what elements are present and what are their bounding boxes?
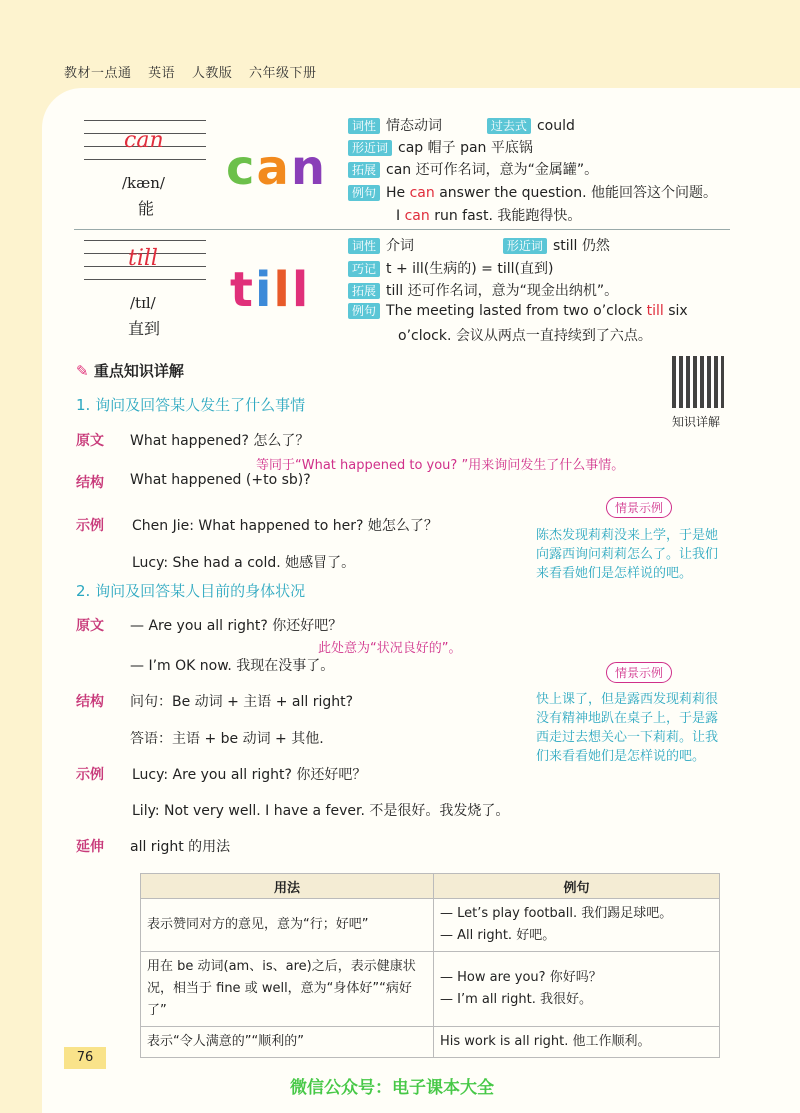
table-row: 表示赞同对方的意见，意为“行；好吧” — Let’s play football. 我们踢足球吧。 — All right. 好吧。 [141, 899, 720, 952]
word-meaning: 直到 [128, 319, 161, 338]
example-text: Chen Jie: What happened to her? 她怎么了？ [132, 518, 438, 534]
qr-label: 知识详解 [672, 415, 721, 429]
example-line: I can run fast. 我能跑得快。 [396, 208, 582, 224]
scene-note: 陈杰发现莉莉没来上学，于是她向露西询问莉莉怎么了。让我们来看看她们是怎样说的吧。 [536, 528, 719, 581]
book-title: 教材一点通 [64, 66, 132, 81]
note: 等同于“What happened to you? ”用来询问发生了什么事情。 [256, 458, 625, 473]
script-word: can [124, 128, 164, 153]
divider [74, 229, 730, 230]
subject: 英语 [148, 66, 176, 81]
example-line: o’clock. 会议从两点一直持续到了六点。 [398, 328, 652, 344]
entry-line: 巧记 t + ill(生病的) = till(直到) [348, 258, 553, 278]
entry-line: 词性 情态动词 过去式 could [348, 115, 575, 135]
word-meaning: 能 [138, 199, 155, 218]
script-word: till [128, 246, 158, 271]
phonetic: /tɪl/ [130, 294, 156, 312]
label-original: 原文 [76, 618, 104, 634]
scene-note: 快上课了，但是露西发现莉莉很没有精神地趴在桌子上，于是露西走过去想关心一下莉莉。让我们来看看她们是怎样说的吧。 [536, 692, 719, 764]
original-text: What happened? 怎么了？ [130, 433, 310, 449]
example-text: Lucy: Are you all right? 你还好吧？ [132, 767, 367, 783]
entry-line: 拓展 can 还可作名词，意为“金属罐”。 [348, 159, 598, 179]
label-structure: 结构 [76, 694, 104, 710]
label-original: 原文 [76, 433, 104, 449]
entry-line: 拓展 till 还可作名词，意为“现金出纳机”。 [348, 280, 618, 300]
extend-text: all right 的用法 [130, 839, 231, 855]
structure-text: What happened (+to sb)? [130, 472, 311, 488]
structure-text: 问句：Be 动词 + 主语 + all right? [130, 694, 354, 710]
structure-text: 答语：主语 + be 动词 + 其他. [130, 731, 324, 747]
table-row: 用在 be 动词(am、is、are)之后，表示健康状况，相当于 fine 或 well，意为“身体好”“病好了” — How are you? 你好吗？ — I’m all right. 我很好。 [141, 952, 720, 1027]
grade: 六年级下册 [248, 66, 317, 81]
page-number: 76 [64, 1047, 106, 1069]
point-heading: 1. 询问及回答某人发生了什么事情 [76, 396, 306, 414]
phonetic: /kæn/ [122, 174, 165, 192]
example-line: 例句 He can answer the question. 他能回答这个问题。 [348, 182, 717, 202]
table-header: 用法 [141, 874, 434, 899]
note: 此处意为“状况良好的”。 [318, 641, 462, 656]
scene-badge: 情景示例 [606, 662, 672, 683]
label-extend: 延伸 [76, 839, 104, 855]
label-structure: 结构 [76, 475, 104, 491]
qr-code[interactable] [672, 356, 724, 408]
example-text: Lucy: She had a cold. 她感冒了。 [132, 555, 356, 571]
scene-badge: 情景示例 [606, 497, 672, 518]
usage-table [140, 873, 720, 1058]
table-header: 例句 [434, 874, 720, 899]
section-title: ✎ 重点知识详解 [76, 362, 184, 380]
decorative-letters: till [230, 262, 311, 318]
point-heading: 2. 询问及回答某人目前的身体状况 [76, 582, 306, 600]
entry-line: 词性 介词 形近词 still 仍然 [348, 235, 610, 255]
edition: 人教版 [191, 66, 233, 81]
decorative-letters: can [226, 140, 328, 196]
running-header [64, 62, 328, 81]
example-text: Lily: Not very well. I have a fever. 不是很好。我发烧了。 [132, 803, 510, 819]
original-text: — Are you all right? 你还好吧？ [130, 618, 343, 634]
pencil-icon: ✎ [76, 362, 89, 380]
footer-watermark: 微信公众号：电子课本大全 [290, 1078, 494, 1098]
label-example: 示例 [76, 518, 104, 534]
label-example: 示例 [76, 767, 104, 783]
table-row: 表示“令人满意的”“顺利的” His work is all right. 他工作顺利。 [141, 1027, 720, 1058]
entry-line: 形近词 cap 帽子 pan 平底锅 [348, 137, 533, 157]
example-line: 例句 The meeting lasted from two o’clock till six [348, 303, 688, 319]
original-text: — I’m OK now. 我现在没事了。 [130, 658, 335, 674]
